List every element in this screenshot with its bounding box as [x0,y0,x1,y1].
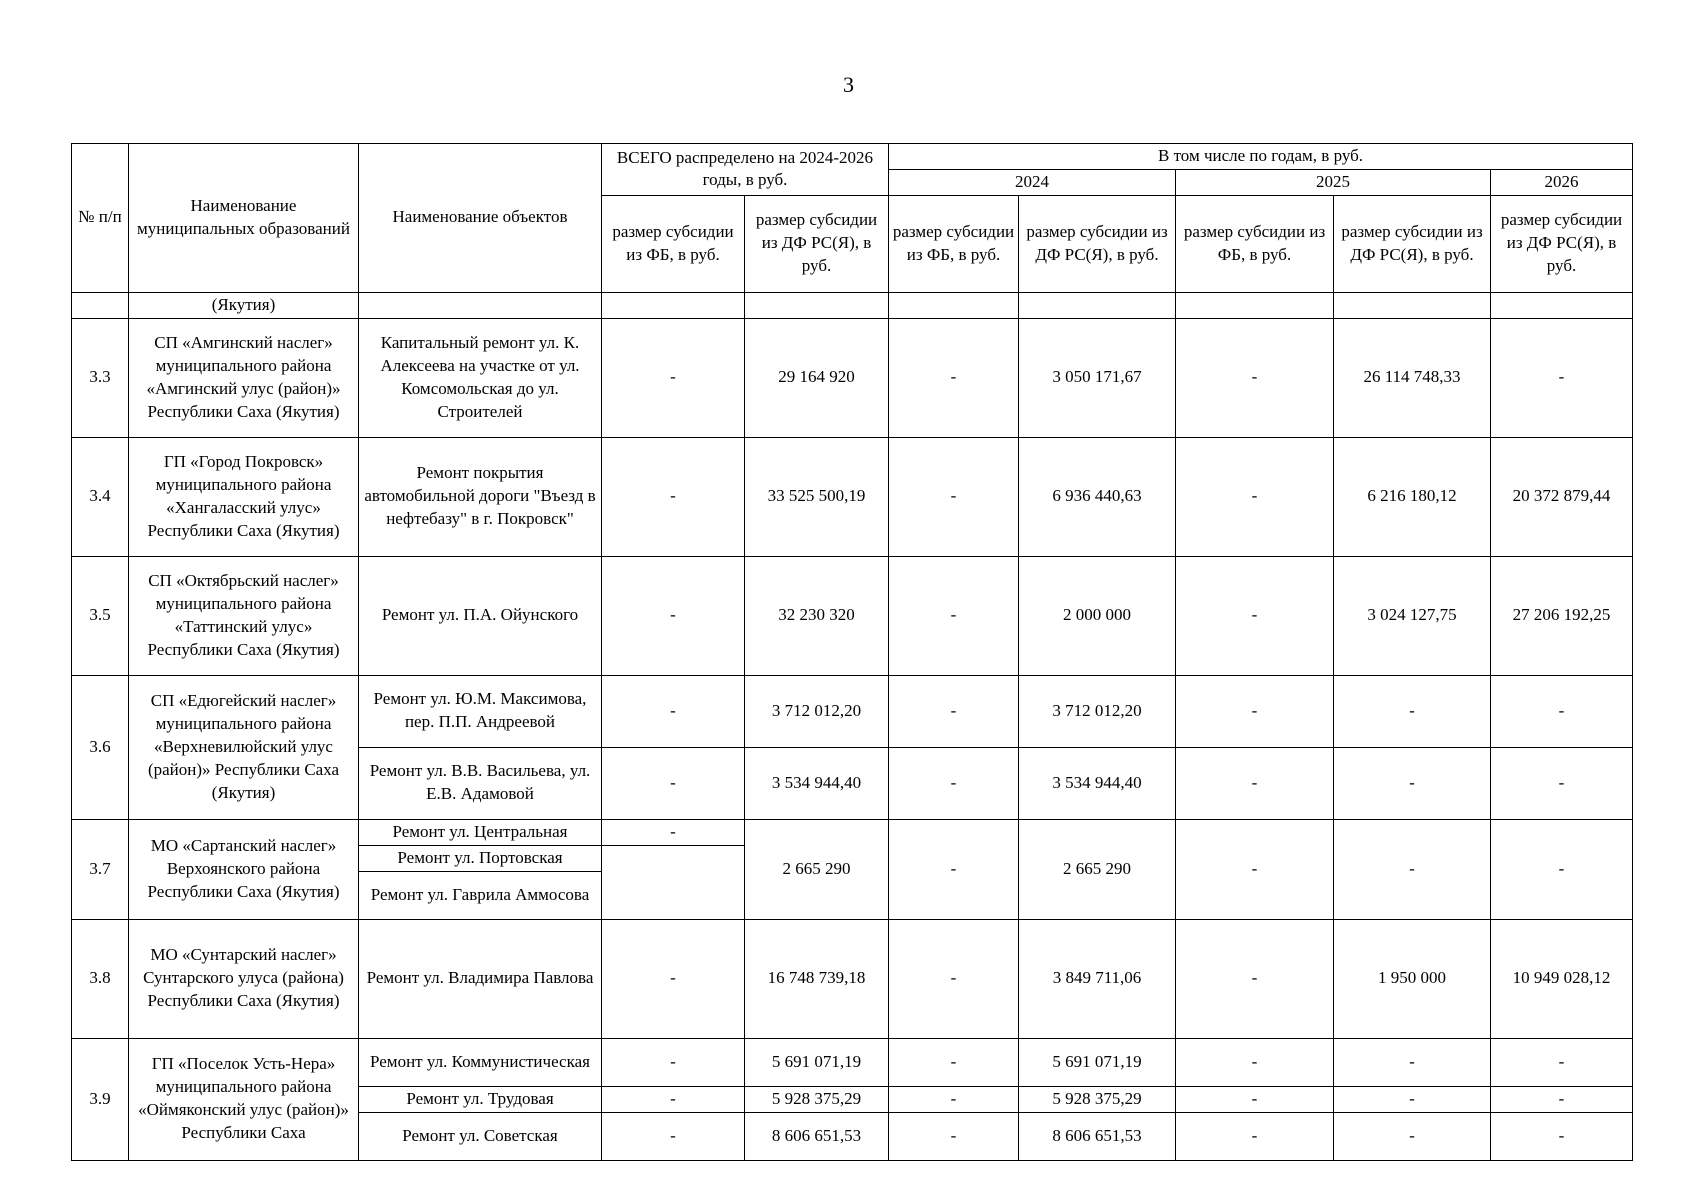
cell [1019,292,1176,318]
object-cell: Капитальный ремонт ул. К. Алексеева на участке от ул. Комсомольская до ул. Строителей [359,318,602,437]
total-fb-cell: - [602,675,745,747]
header-fb-2025: размер субсидии из ФБ, в руб. [1176,195,1334,292]
header-total: ВСЕГО распределено на 2024-2026 годы, в руб. [602,144,889,196]
table-row [72,819,1633,845]
municipality-cell: МО «Сартанский наслег» Верхоянского района Республики Саха (Якутия) [129,819,359,919]
fb-2025-cell: - [1176,437,1334,556]
total-df-cell: 3 534 944,40 [745,747,889,819]
table-row [72,556,1633,675]
df-2024-cell: 6 936 440,63 [1019,437,1176,556]
object-cell: Ремонт ул. Советская [359,1112,602,1160]
table-row [72,437,1633,556]
table-row [72,1038,1633,1086]
total-df-cell: 33 525 500,19 [745,437,889,556]
municipality-cell: (Якутия) [129,292,359,318]
df-2026-cell: - [1491,1112,1633,1160]
fb-2024-cell: - [889,556,1019,675]
df-2024-cell: 3 050 171,67 [1019,318,1176,437]
df-2026-cell: - [1491,819,1633,919]
total-df-cell: 16 748 739,18 [745,919,889,1038]
fb-2024-cell: - [889,318,1019,437]
df-2025-cell: 3 024 127,75 [1334,556,1491,675]
total-fb-cell: - [602,819,745,845]
cell [72,292,129,318]
df-2026-cell: - [1491,318,1633,437]
df-2024-cell: 2 665 290 [1019,819,1176,919]
total-df-cell: 5 691 071,19 [745,1038,889,1086]
df-2025-cell: - [1334,1112,1491,1160]
table-row [72,675,1633,747]
header-df-2025: размер субсидии из ДФ РС(Я), в руб. [1334,195,1491,292]
header-fb-2024: размер субсидии из ФБ, в руб. [889,195,1019,292]
fb-2025-cell: - [1176,1086,1334,1112]
df-2025-cell: - [1334,819,1491,919]
df-2026-cell: - [1491,675,1633,747]
total-fb-cell: - [602,318,745,437]
total-fb-cell: - [602,556,745,675]
object-cell: Ремонт ул. Ю.М. Максимова, пер. П.П. Андреевой [359,675,602,747]
row-num: 3.9 [72,1038,129,1160]
header-total-df: размер субсидии из ДФ РС(Я), в руб. [745,195,889,292]
object-cell: Ремонт ул. Владимира Павлова [359,919,602,1038]
fb-2024-cell: - [889,747,1019,819]
header-df-2026: размер субсидии из ДФ РС(Я), в руб. [1491,195,1633,292]
header-year-2026: 2026 [1491,169,1633,195]
object-cell: Ремонт покрытия автомобильной дороги "Въезд в нефтебазу" в г. Покровск" [359,437,602,556]
header-row [72,144,1633,170]
header-by-years: В том числе по годам, в руб. [889,144,1633,170]
total-df-cell: 29 164 920 [745,318,889,437]
object-cell: Ремонт ул. П.А. Ойунского [359,556,602,675]
total-fb-cell: - [602,1038,745,1086]
df-2026-cell: 20 372 879,44 [1491,437,1633,556]
table-row [72,919,1633,1038]
cell [889,292,1019,318]
object-cell: Ремонт ул. Портовская [359,845,602,871]
df-2026-cell: - [1491,747,1633,819]
cell [359,292,602,318]
df-2024-cell: 5 691 071,19 [1019,1038,1176,1086]
row-num: 3.3 [72,318,129,437]
total-fb-cell [602,845,745,919]
df-2026-cell: 27 206 192,25 [1491,556,1633,675]
cell [1334,292,1491,318]
header-municipality: Наименование муниципальных образований [129,144,359,293]
cell [1176,292,1334,318]
header-year-2024: 2024 [889,169,1176,195]
header-total-fb: размер субсидии из ФБ, в руб. [602,195,745,292]
total-fb-cell: - [602,919,745,1038]
df-2024-cell: 3 849 711,06 [1019,919,1176,1038]
fb-2025-cell: - [1176,675,1334,747]
df-2024-cell: 3 534 944,40 [1019,747,1176,819]
municipality-cell: ГП «Поселок Усть-Нера» муниципального района «Оймяконский улус (район)» Республики Саха [129,1038,359,1160]
object-cell: Ремонт ул. Трудовая [359,1086,602,1112]
row-num: 3.6 [72,675,129,819]
fb-2024-cell: - [889,1086,1019,1112]
fb-2025-cell: - [1176,318,1334,437]
total-df-cell: 5 928 375,29 [745,1086,889,1112]
fb-2025-cell: - [1176,1038,1334,1086]
df-2025-cell: 6 216 180,12 [1334,437,1491,556]
cell [602,292,745,318]
df-2026-cell: - [1491,1086,1633,1112]
df-2024-cell: 8 606 651,53 [1019,1112,1176,1160]
row-num: 3.8 [72,919,129,1038]
df-2025-cell: - [1334,1038,1491,1086]
municipality-cell: СП «Октябрьский наслег» муниципального района «Таттинский улус» Республики Саха (Якутия) [129,556,359,675]
df-2026-cell: - [1491,1038,1633,1086]
total-fb-cell: - [602,437,745,556]
fb-2024-cell: - [889,919,1019,1038]
header-year-2025: 2025 [1176,169,1491,195]
df-2025-cell: 1 950 000 [1334,919,1491,1038]
municipality-cell: МО «Сунтарский наслег» Сунтарского улуса (района) Республики Саха (Якутия) [129,919,359,1038]
fb-2025-cell: - [1176,819,1334,919]
fb-2025-cell: - [1176,919,1334,1038]
fb-2024-cell: - [889,437,1019,556]
row-num: 3.4 [72,437,129,556]
df-2025-cell: - [1334,675,1491,747]
object-cell: Ремонт ул. Коммунистическая [359,1038,602,1086]
table-row [72,292,1633,318]
df-2025-cell: - [1334,1086,1491,1112]
fb-2024-cell: - [889,819,1019,919]
cell [1491,292,1633,318]
fb-2025-cell: - [1176,1112,1334,1160]
total-fb-cell: - [602,1112,745,1160]
fb-2025-cell: - [1176,747,1334,819]
cell [745,292,889,318]
row-num: 3.7 [72,819,129,919]
df-2025-cell: 26 114 748,33 [1334,318,1491,437]
page-number: 3 [843,72,854,97]
total-fb-cell: - [602,747,745,819]
fb-2024-cell: - [889,1038,1019,1086]
total-df-cell: 2 665 290 [745,819,889,919]
municipality-cell: СП «Едюгейский наслег» муниципального района «Верхневилюйский улус (район)» Республики Саха (Якутия) [129,675,359,819]
header-df-2024: размер субсидии из ДФ РС(Я), в руб. [1019,195,1176,292]
fb-2024-cell: - [889,1112,1019,1160]
df-2024-cell: 2 000 000 [1019,556,1176,675]
table-row [72,318,1633,437]
fb-2025-cell: - [1176,556,1334,675]
object-cell: Ремонт ул. Центральная [359,819,602,845]
fb-2024-cell: - [889,675,1019,747]
df-2024-cell: 5 928 375,29 [1019,1086,1176,1112]
subsidy-table [71,143,1633,1161]
df-2026-cell: 10 949 028,12 [1491,919,1633,1038]
header-objects: Наименование объектов [359,144,602,293]
municipality-cell: ГП «Город Покровск» муниципального района «Хангаласский улус» Республики Саха (Якутия) [129,437,359,556]
object-cell: Ремонт ул. Гаврила Аммосова [359,871,602,919]
df-2025-cell: - [1334,747,1491,819]
row-num: 3.5 [72,556,129,675]
object-cell: Ремонт ул. В.В. Васильева, ул. Е.В. Адамовой [359,747,602,819]
total-df-cell: 3 712 012,20 [745,675,889,747]
header-num: № п/п [72,144,129,293]
total-df-cell: 32 230 320 [745,556,889,675]
municipality-cell: СП «Амгинский наслег» муниципального района «Амгинский улус (район)» Республики Саха (Якутия) [129,318,359,437]
df-2024-cell: 3 712 012,20 [1019,675,1176,747]
total-df-cell: 8 606 651,53 [745,1112,889,1160]
total-fb-cell: - [602,1086,745,1112]
